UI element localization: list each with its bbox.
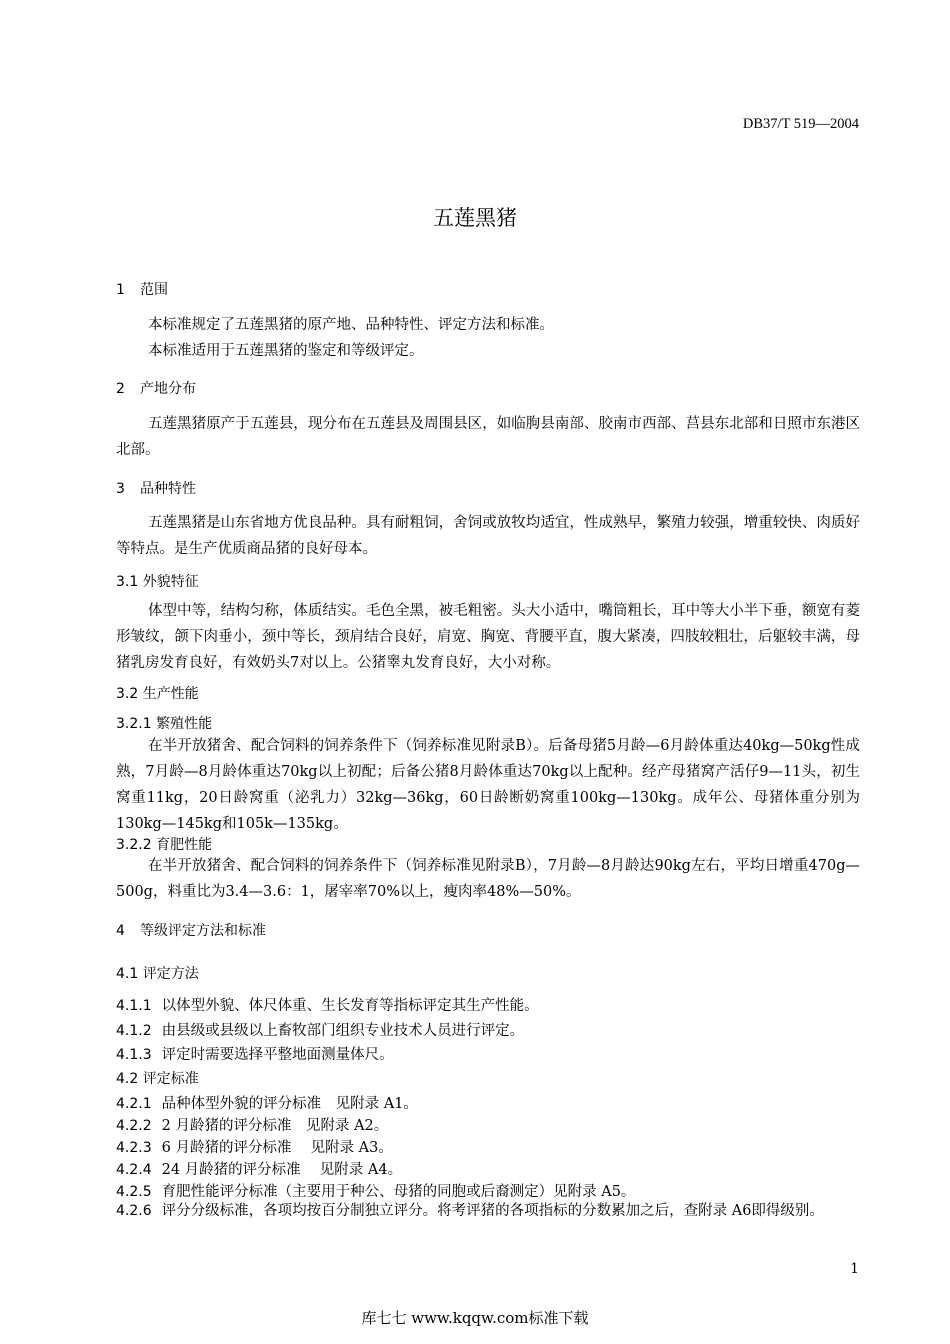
clause-text: 评分分级标准，各项均按百分制独立评分。将考评猪的各项指标的分数累加之后，查附录 A6即得级别。: [161, 1203, 824, 1219]
section-4-1-heading: 4.1 评定方法: [116, 966, 199, 982]
clause-text: 由县级或县级以上畜牧部门组织专业技术人员进行评定。: [161, 1023, 525, 1039]
section-title: 产地分布: [140, 381, 196, 397]
clause-4-2-2: [116, 1114, 388, 1135]
clause-4-2-5: [116, 1180, 635, 1201]
section-2-heading: [116, 378, 196, 398]
clause-number: 4.2.2: [116, 1118, 152, 1134]
section-3-2-1-heading: 3.2.1 繁殖性能: [116, 716, 213, 732]
section-3-2-2-body: [116, 853, 860, 905]
section-title: 品种特性: [140, 481, 196, 497]
section-number: 2: [116, 381, 125, 397]
section-3-1-heading: 3.1 外貌特征: [116, 574, 199, 590]
clause-4-2-4: [116, 1158, 402, 1179]
paragraph: 五莲黑猪是山东省地方优良品种。具有耐粗饲，舍饲或放牧均适宜，性成熟早，繁殖力较强，增重较快、肉质好等特点。是生产优质商品猪的良好母本。: [116, 515, 860, 557]
clause-text: 以体型外貌、体尺体重、生长发育等指标评定其生产性能。: [161, 998, 539, 1014]
clause-4-1-3: [116, 1043, 394, 1064]
section-1-body: [116, 312, 860, 364]
section-3-body: [116, 510, 860, 562]
section-3-heading: [116, 478, 196, 498]
section-2-body: [116, 411, 860, 463]
clause-text: 24 月龄猪的评分标准 见附录 A4。: [161, 1162, 403, 1178]
clause-number: 4.2.3: [116, 1140, 152, 1156]
section-number: 1: [116, 282, 125, 298]
section-4-heading: [116, 920, 266, 940]
paragraph: 体型中等，结构匀称，体质结实。毛色全黑，被毛粗密。头大小适中，嘴筒粗长，耳中等大小半下垂，额宽有菱形皱纹，颌下肉垂小，颈中等长，颈肩结合良好，肩宽、胸宽、背腰平直，腹大紧凑，四肢较粗壮，后躯较丰满，母猪乳房发育良好，有效奶头7对以上。公猪睾丸发育良好，大小对称。: [116, 603, 860, 671]
page-number: 1: [850, 1261, 859, 1277]
document-title: 五莲黑猪: [433, 206, 517, 230]
clause-number: 4.2.6: [116, 1203, 152, 1219]
paragraph: 本标准规定了五莲黑猪的原产地、品种特性、评定方法和标准。: [148, 317, 554, 333]
clause-4-2-1: [116, 1092, 418, 1113]
clause-text: 6 月龄猪的评分标准 见附录 A3。: [161, 1140, 393, 1156]
clause-4-2-3: [116, 1136, 393, 1157]
clause-number: 4.1.1: [116, 998, 152, 1014]
clause-4-1-1: [116, 994, 539, 1015]
clause-text: 品种体型外貌的评分标准 见附录 A1。: [161, 1096, 418, 1112]
footer-watermark: 库七七 www.kqqw.com标准下载: [361, 1309, 589, 1327]
document-code: DB37/T 519—2004: [742, 116, 859, 132]
section-title: 范围: [140, 282, 168, 298]
clause-number: 4.1.3: [116, 1047, 152, 1063]
paragraph: 本标准适用于五莲黑猪的鉴定和等级评定。: [148, 343, 424, 359]
clause-4-2-6: [116, 1200, 860, 1222]
paragraph: 在半开放猪舍、配合饲料的饲养条件下（饲养标准见附录B）。后备母猪5月龄—6月龄体重达40kg—50kg性成熟，7月龄—8月龄体重达70kg以上初配；后备公猪8月龄体重达70kg以上配种。经产母猪窝产活仔9—11头，初生窝重11kg，20日龄窝重（泌乳力）32kg—36kg，60日龄断奶窝重100kg—130kg。成年公、母猪体重分别为130kg—145kg和105k—135kg。: [116, 738, 860, 832]
clause-4-1-2: [116, 1019, 524, 1040]
section-3-1-body: [116, 598, 860, 676]
section-title: 等级评定方法和标准: [140, 923, 266, 939]
clause-number: 4.1.2: [116, 1023, 152, 1039]
clause-text: 育肥性能评分标准（主要用于种公、母猪的同胞或后裔测定）见附录 A5。: [161, 1184, 636, 1200]
paragraph: 在半开放猪舍、配合饲料的饲养条件下（饲养标准见附录B），7月龄—8月龄达90kg左右，平均日增重470g—500g，料重比为3.4—3.6：1，屠宰率70%以上，瘦肉率48%—50%。: [116, 858, 860, 900]
clause-number: 4.2.1: [116, 1096, 152, 1112]
clause-number: 4.2.5: [116, 1184, 152, 1200]
section-3-2-heading: 3.2 生产性能: [116, 686, 199, 702]
section-number: 4: [116, 923, 125, 939]
section-3-2-2-heading: 3.2.2 育肥性能: [116, 837, 213, 853]
paragraph: 五莲黑猪原产于五莲县，现分布在五莲县及周围县区，如临朐县南部、胶南市西部、莒县东北部和日照市东港区北部。: [116, 416, 860, 458]
clause-text: 评定时需要选择平整地面测量体尺。: [161, 1047, 394, 1063]
section-4-2-heading: 4.2 评定标准: [116, 1071, 199, 1087]
clause-number: 4.2.4: [116, 1162, 152, 1178]
section-number: 3: [116, 481, 125, 497]
section-1-heading: [116, 279, 168, 299]
clause-text: 2 月龄猪的评分标准 见附录 A2。: [161, 1118, 389, 1134]
section-3-2-1-body: [116, 733, 860, 837]
